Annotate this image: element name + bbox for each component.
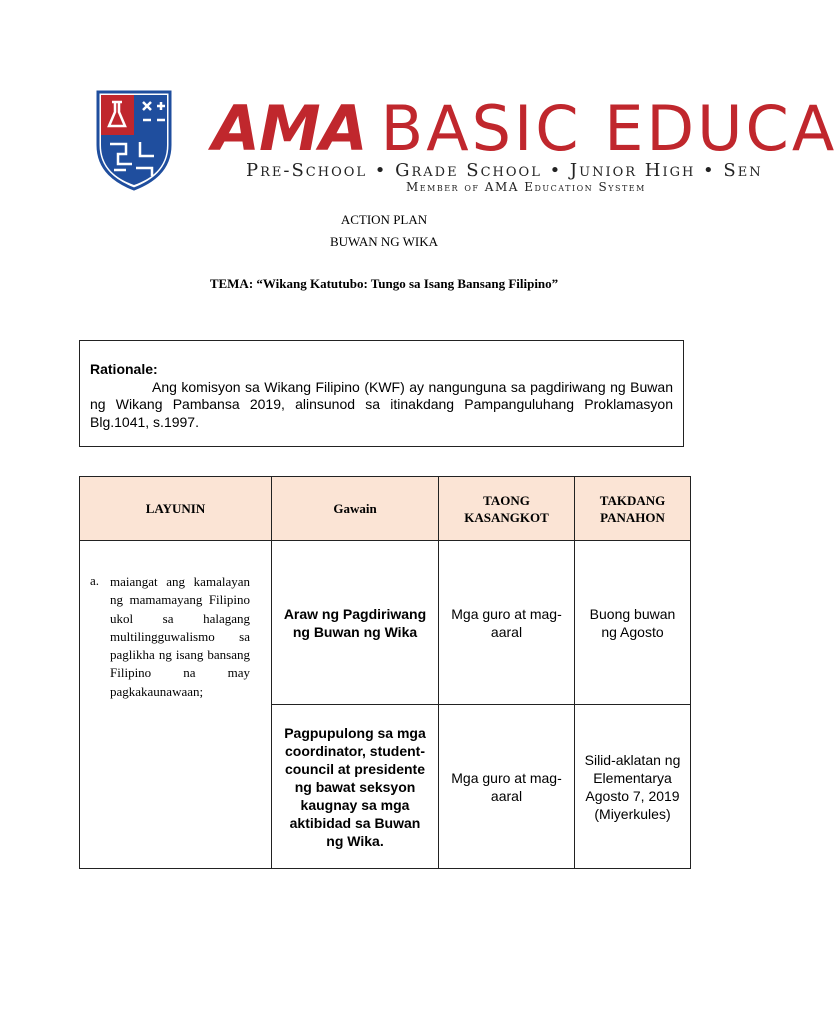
header-taong-kasangkot: TAONG KASANGKOT xyxy=(439,477,575,541)
doc-title: ACTION PLAN xyxy=(340,212,428,227)
taong-kasangkot-cell: Mga guro at mag-aaral xyxy=(439,705,575,869)
table-row xyxy=(80,541,691,705)
header-takdang-panahon: TAKDANG PANAHON xyxy=(575,477,691,541)
school-header xyxy=(0,0,837,200)
table-header-row xyxy=(80,477,691,541)
takdang-panahon-cell: Silid-aklatan ng Elementarya Agosto 7, 2019 (Miyerkules) xyxy=(575,705,691,869)
brand-basic-education: BASIC EDUCA xyxy=(380,92,837,165)
school-membership-line: Member of AMA Education System xyxy=(406,180,646,194)
takdang-panahon-cell: Buong buwan ng Agosto xyxy=(575,541,691,705)
gawain-cell: Araw ng Pagdiriwang ng Buwan ng Wika xyxy=(272,541,439,705)
brand-ama: AMA xyxy=(212,92,367,165)
layunin-marker: a. xyxy=(90,573,100,588)
gawain-cell: Pagpupulong sa mga coordinator, student-council at presidente ng bawat seksyon kaugnay sa mga aktibidad sa Buwan ng Wika. xyxy=(272,705,439,869)
doc-subtitle: BUWAN NG WIKA xyxy=(329,234,439,249)
taong-kasangkot-cell: Mga guro at mag-aaral xyxy=(439,541,575,705)
rationale-box xyxy=(79,340,684,447)
header-layunin: LAYUNIN xyxy=(80,477,272,541)
layunin-text: maiangat ang kamalayan ng mamamayang Filipino ukol sa halagang multilingguwalismo sa paglikha ng isang bansang Filipino na may pagkakaunawaan; xyxy=(110,574,250,699)
header-gawain: Gawain xyxy=(272,477,439,541)
doc-theme: TEMA: “Wikang Katutubo: Tungo sa Isang Bansang Filipino” xyxy=(209,276,559,291)
school-brand-name xyxy=(212,92,837,165)
layunin-cell xyxy=(80,541,272,869)
rationale-heading: Rationale: xyxy=(90,361,158,377)
action-plan-table xyxy=(79,476,691,869)
school-crest-logo xyxy=(96,90,172,190)
rationale-body: Ang komisyon sa Wikang Filipino (KWF) ay nangunguna sa pagdiriwang ng Buwan ng Wikang Pambansa 2019, alinsunod sa itinakdang Pampanguluhang Proklamasyon Blg.1041, s.1997. xyxy=(90,378,673,430)
school-levels-tagline: Pre-School • Grade School • Junior High • Sen xyxy=(246,160,763,181)
